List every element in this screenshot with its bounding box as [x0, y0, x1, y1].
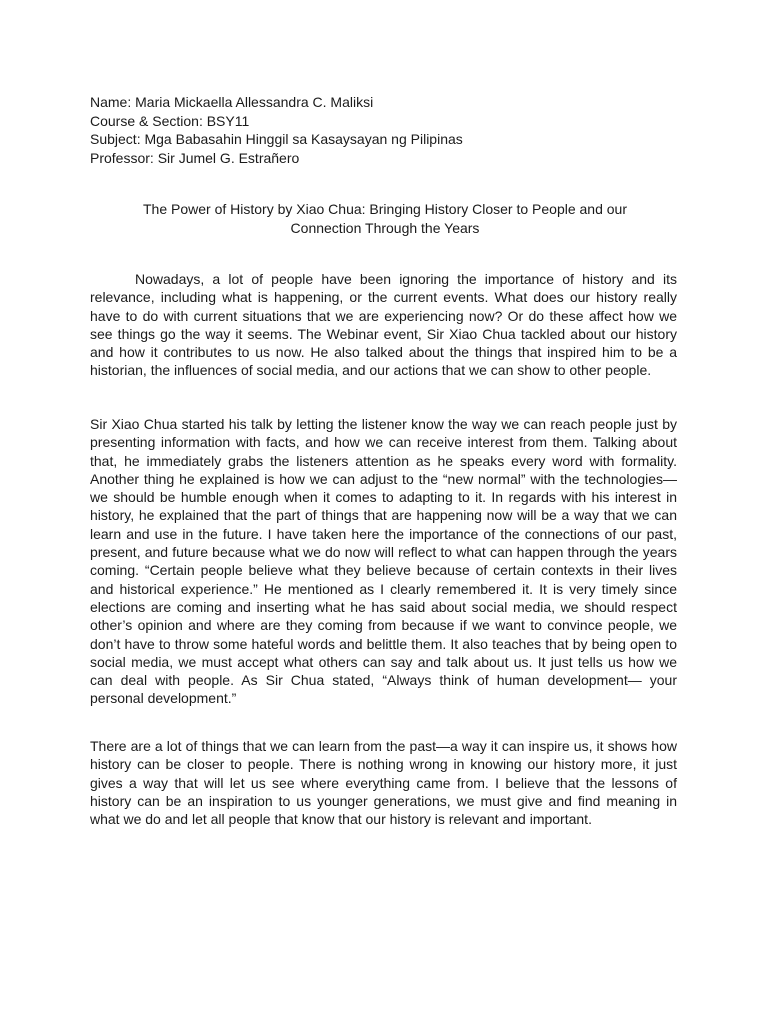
- essay-title: [90, 200, 680, 238]
- course-section: Course & Section: BSY11: [90, 112, 250, 129]
- paragraph-1: Nowadays, a lot of people have been ignoring the importance of history and its relevance, including what is happening, or the current events. What does our history really have to do with current situations that we are experiencing now? Or do these affect how we see things go the way it seems. The Webinar event, Sir Xiao Chua tackled about our history and how it contributes to us now. He also talked about the things that inspired him to be a historian, the influences of social media, and our actions that we can show to other people.: [90, 271, 677, 379]
- professor: Professor: Sir Jumel G. Estrañero: [90, 149, 300, 166]
- essay-title-line-2: Connection Through the Years: [290, 220, 480, 236]
- document-header: [90, 93, 463, 167]
- essay-title-line-1: The Power of History by Xiao Chua: Bringing History Closer to People and our: [142, 201, 627, 217]
- paragraph-2: Sir Xiao Chua started his talk by letting the listener know the way we can reach people just by presenting information with facts, and how we can receive interest from them. Talking about that, he immediately grabs the listeners attention as he speaks every word with formality. Another thing he explained is how we can adjust to the “new normal” with the technologies—we should be humble enough when it comes to adapting to it. In regards with his interest in history, he explained that the part of things that are happening now will be a way that we can learn and use in the future. I have taken here the importance of the connections of our past, present, and future because what we do now will reflect to what can happen through the years coming. “Certain people believe what they believe because of certain contexts in their lives and historical experience.” He mentioned as I clearly remembered it. It is very timely since elections are coming and inserting what he has said about social media, we should respect other’s opinion and where are they coming from because if we want to convince people, we don’t have to throw some hateful words and belittle them. It also teaches that by being open to social media, we must accept what others can say and talk about us. It just tells us how we can deal with people. As Sir Chua stated, “Always think of human development— your personal development.”: [90, 416, 677, 707]
- student-name: Name: Maria Mickaella Allessandra C. Maliksi: [90, 94, 374, 110]
- subject: Subject: Mga Babasahin Hinggil sa Kasaysayan ng Pilipinas: [90, 131, 463, 147]
- paragraph-3: There are a lot of things that we can learn from the past—a way it can inspire us, it shows how history can be closer to people. There is nothing wrong in knowing our history more, it just gives a way that will let us see where everything came from. I believe that the lessons of history can be an inspiration to us younger generations, we must give and find meaning in what we do and let all people that know that our history is relevant and important.: [90, 738, 677, 828]
